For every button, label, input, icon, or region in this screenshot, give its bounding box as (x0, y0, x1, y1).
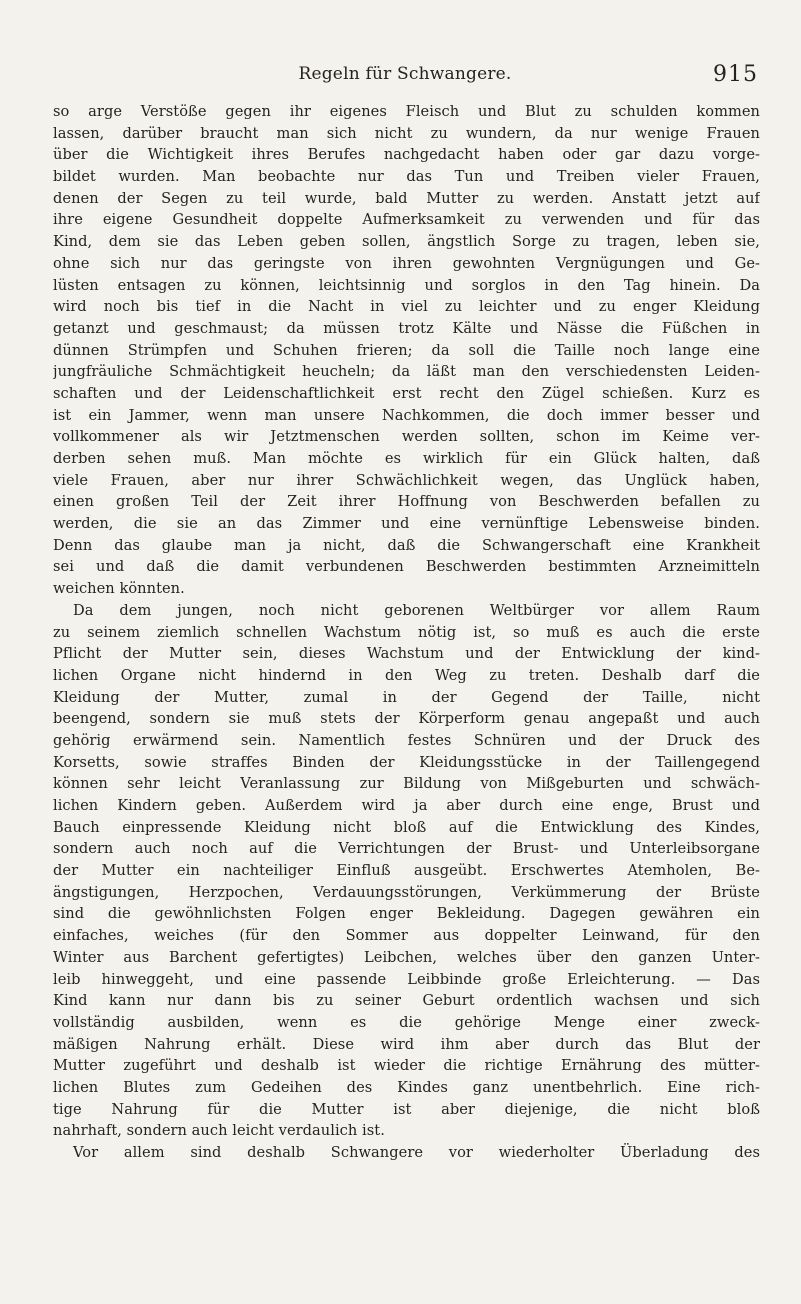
text-line: Korsetts, sowie straffes Binden der Kleidungsstücke in der Taillengegend (53, 753, 760, 771)
text-line: weichen könnten. (53, 580, 185, 598)
text-line: vollständig ausbilden, wenn es die gehörige Menge einer zweck- (53, 1013, 760, 1031)
text-line: einfaches, weiches (für den Sommer aus doppelter Leinwand, für den (53, 927, 760, 945)
text-line: so arge Verstöße gegen ihr eigenes Fleisch und Blut zu schulden kommen (53, 103, 760, 120)
text-line: Denn das glaube man ja nicht, daß die Schwangerschaft eine Krankheit (53, 536, 760, 554)
running-head (52, 62, 758, 92)
text-line: ihre eigene Gesundheit doppelte Aufmerksamkeit zu verwenden und für das (53, 211, 760, 229)
text-line: viele Frauen, aber nur ihrer Schwächlichkeit wegen, das Unglück haben, (53, 471, 760, 489)
text-line: lichen Organe nicht hindernd in den Weg zu treten. Deshalb darf die (53, 666, 760, 684)
text-line: schaften und der Leidenschaftlichkeit erst recht den Zügel schießen. Kurz es (53, 384, 760, 402)
text-line: denen der Segen zu teil wurde, bald Mutter zu werden. Anstatt jetzt auf (53, 189, 760, 207)
text-line: beengend, sondern sie muß stets der Körperform genau angepaßt und auch (53, 710, 760, 728)
text-line: lüsten entsagen zu können, leichtsinnig und sorglos in den Tag hinein. Da (53, 276, 760, 294)
text-line: mäßigen Nahrung erhält. Diese wird ihm aber durch das Blut der (53, 1035, 760, 1053)
text-line: Kleidung der Mutter, zumal in der Gegend der Taille, nicht (53, 688, 760, 706)
text-line: tige Nahrung für die Mutter ist aber diejenige, die nicht bloß (53, 1100, 760, 1118)
text-line: sind die gewöhnlichsten Folgen enger Bekleidung. Dagegen gewähren ein (53, 905, 760, 923)
text-line: jungfräuliche Schmächtigkeit heucheln; da läßt man den verschiedensten Leiden- (53, 363, 760, 381)
text-line: gehörig erwärmend sein. Namentlich festes Schnüren und der Druck des (53, 731, 760, 749)
text-line: Kind, dem sie das Leben geben sollen, ängstlich Sorge zu tragen, leben sie, (53, 233, 760, 251)
text-line: Da dem jungen, noch nicht geborenen Weltbürger vor allem Raum (73, 601, 760, 619)
text-line: bildet wurden. Man beobachte nur das Tun und Treiben vieler Frauen, (53, 168, 760, 186)
text-line: Kind kann nur dann bis zu seiner Geburt ordentlich wachsen und sich (53, 992, 760, 1010)
text-line: wird noch bis tief in die Nacht in viel zu leichter und zu enger Kleidung (53, 298, 760, 316)
text-line: nahrhaft, sondern auch leicht verdaulich ist. (53, 1122, 385, 1140)
text-line: sondern auch noch auf die Verrichtungen der Brust- und Unterleibsorgane (53, 840, 760, 858)
text-line: der Mutter ein nachteiliger Einfluß ausgeübt. Erschwertes Atemholen, Be- (53, 862, 760, 880)
text-line: derben sehen muß. Man möchte es wirklich für ein Glück halten, daß (53, 450, 760, 467)
text-line: vollkommener als wir Jetztmenschen werden sollten, schon im Keime ver- (53, 428, 760, 446)
text-line: zu seinem ziemlich schnellen Wachstum nötig ist, so muß es auch die erste (53, 623, 760, 641)
text-line: leib hinweggeht, und eine passende Leibbinde große Erleichterung. — Das (53, 970, 760, 988)
text-line: getanzt und geschmaust; da müssen trotz Kälte und Nässe die Füßchen in (53, 319, 760, 337)
text-line: ohne sich nur das geringste von ihren gewohnten Vergnügungen und Ge- (53, 254, 760, 272)
text-line: werden, die sie an das Zimmer und eine vernünftige Lebensweise binden. (53, 515, 760, 533)
body-text (53, 101, 760, 1164)
text-line: ist ein Jammer, wenn man unsere Nachkommen, die doch immer besser und (53, 406, 760, 424)
text-line: Bauch einpressende Kleidung nicht bloß auf die Entwicklung des Kindes, (53, 818, 760, 836)
text-line: Pflicht der Mutter sein, dieses Wachstum und der Entwicklung der kind- (53, 645, 760, 663)
text-line: Mutter zugeführt und deshalb ist wieder die richtige Ernährung des mütter- (53, 1057, 760, 1075)
text-line: ängstigungen, Herzpochen, Verdauungsstörungen, Verkümmerung der Brüste (53, 883, 760, 901)
text-line: lassen, darüber braucht man sich nicht zu wundern, da nur wenige Frauen (53, 124, 760, 142)
text-line: Vor allem sind deshalb Schwangere vor wiederholter Überladung des (73, 1144, 760, 1161)
text-line: sei und daß die damit verbundenen Beschwerden bestimmten Arzneimitteln (53, 558, 760, 576)
page-number: 915 (713, 62, 758, 87)
text-line: lichen Kindern geben. Außerdem wird ja aber durch eine enge, Brust und (53, 797, 760, 814)
text-line: Winter aus Barchent gefertigtes) Leibchen, welches über den ganzen Unter- (53, 948, 760, 966)
text-line: lichen Blutes zum Gedeihen des Kindes ganz unentbehrlich. Eine rich- (53, 1078, 760, 1096)
text-line: dünnen Strümpfen und Schuhen frieren; da soll die Taille noch lange eine (53, 341, 760, 359)
text-line: können sehr leicht Veranlassung zur Bildung von Mißgeburten und schwäch- (53, 775, 760, 793)
text-line: einen großen Teil der Zeit ihrer Hoffnung von Beschwerden befallen zu (53, 493, 760, 511)
text-line: über die Wichtigkeit ihres Berufes nachgedacht haben oder gar dazu vorge- (53, 146, 760, 164)
running-title: Regeln für Schwangere. (298, 64, 512, 84)
